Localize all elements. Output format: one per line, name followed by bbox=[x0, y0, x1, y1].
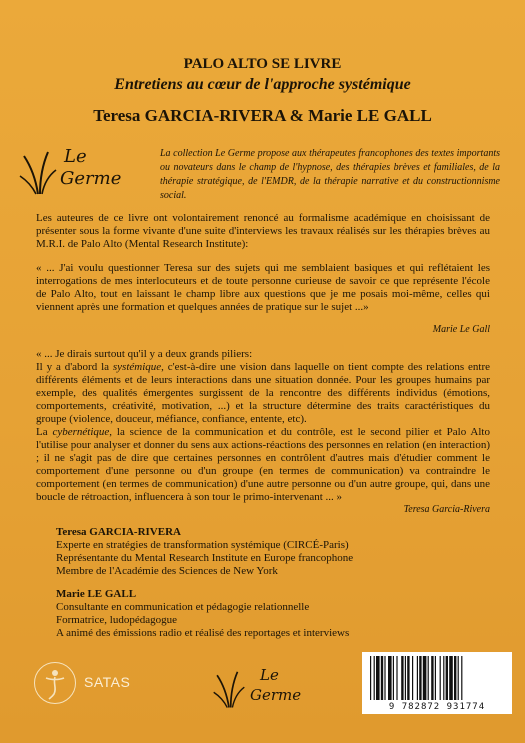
barcode-bar bbox=[449, 656, 453, 700]
barcode-bar bbox=[370, 656, 371, 700]
bio-teresa-name: Teresa GARCIA-RIVERA bbox=[56, 526, 181, 538]
isbn-barcode bbox=[362, 652, 512, 714]
book-authors: Teresa GARCIA-RIVERA & Marie LE GALL bbox=[93, 106, 432, 125]
bio-teresa bbox=[56, 526, 353, 578]
barcode-bar bbox=[374, 656, 375, 700]
bio-marie bbox=[56, 588, 349, 640]
barcode-bar bbox=[393, 656, 394, 700]
barcode-bar bbox=[396, 656, 397, 700]
barcode-bar bbox=[401, 656, 403, 700]
bio-marie-line: Formatrice, ludopédagogue bbox=[56, 614, 177, 626]
barcode-bar bbox=[461, 656, 462, 700]
bio-teresa-line: Membre de l'Académie des Sciences de New York bbox=[56, 565, 278, 577]
barcode-bars bbox=[368, 656, 506, 702]
barcode-bar bbox=[381, 656, 383, 700]
le-germe-logo-bottom bbox=[212, 666, 332, 712]
grass-icon bbox=[212, 666, 246, 710]
satas-logo bbox=[32, 660, 172, 710]
barcode-bar bbox=[388, 656, 392, 700]
logo-word-germe: Germe bbox=[60, 168, 122, 189]
barcode-bar bbox=[412, 656, 413, 700]
pillar-systemique: Il y a d'abord la systémique, c'est-à-dire une vision dans laquelle on tient compte des relations entre différents éléments et de leurs interactions dans une situation donnée. Pour les groupes humains par exemple, des qualités émergentes surgissent de la rencontre des différents individus (émotions, comportements, créativité, motivation, ...) et la structure détermine des traits caractéristiques du groupe (violence, douceur, méfiance, confiance, entente, etc). bbox=[36, 361, 490, 425]
barcode-bar bbox=[428, 656, 429, 700]
barcode-bar bbox=[458, 656, 459, 700]
book-subtitle: Entretiens au cœur de l'approche systémique bbox=[114, 76, 411, 93]
bio-marie-line: A animé des émissions radio et réalisé des reportages et interviews bbox=[56, 627, 350, 639]
signature-marie: Marie Le Gall bbox=[432, 324, 490, 335]
barcode-bar bbox=[423, 656, 427, 700]
logo-word-germe: Germe bbox=[250, 686, 302, 704]
barcode-number: 9 782872 931774 bbox=[388, 702, 486, 712]
figure-icon bbox=[32, 660, 78, 706]
bio-marie-line: Consultante en communication et pédagogie relationnelle bbox=[56, 601, 310, 613]
book-title: PALO ALTO SE LIVRE bbox=[183, 56, 342, 72]
barcode-bar bbox=[435, 656, 436, 700]
bio-marie-name: Marie LE GALL bbox=[56, 588, 137, 600]
barcode-bar bbox=[443, 656, 444, 700]
barcode-bar bbox=[407, 656, 409, 700]
barcode-bar bbox=[419, 656, 421, 700]
barcode-bar bbox=[384, 656, 385, 700]
signature-teresa: Teresa Garcia-Rivera bbox=[403, 504, 490, 515]
barcode-bar bbox=[446, 656, 448, 700]
bio-teresa-line: Représentante du Mental Research Institute en Europe francophone bbox=[56, 552, 354, 564]
logo-word-le: Le bbox=[260, 666, 279, 684]
barcode-bar bbox=[431, 656, 433, 700]
collection-description: La collection Le Germe propose aux thérapeutes francophones des textes importants ou novateurs dans le champ de l'hypnose, des thérapies brèves et familiales, de la thérapie stratégique, de l'EMDR, de la thérapie narrative et du constructionnisme social. bbox=[160, 148, 500, 201]
bio-teresa-line: Experte en stratégies de transformation systémique (CIRCÉ-Paris) bbox=[56, 539, 349, 551]
barcode-bar bbox=[376, 656, 380, 700]
quote-teresa-intro: « ... Je dirais surtout qu'il y a deux grands piliers: bbox=[36, 348, 253, 360]
grass-icon bbox=[18, 146, 58, 196]
barcode-bar bbox=[440, 656, 441, 700]
quote-marie: « ... J'ai voulu questionner Teresa sur des sujets qui me semblaient basiques et qui reflétaient les interrogations de mes interlocuteurs et de toute personne curieuse de savoir ce que représente l'école de Palo Alto, tout en laissant le champ libre aux questions que je me posais moi-même, celles qui viennent après une formation et quelques années de pratique sur le sujet ...» bbox=[36, 262, 490, 313]
le-germe-logo bbox=[18, 146, 158, 196]
barcode-bar bbox=[454, 656, 456, 700]
satas-name: SATAS bbox=[84, 674, 131, 690]
intro-paragraph: Les auteures de ce livre ont volontairement renoncé au formalisme académique en choisissant de présenter sous la forme vivante d'une suite d'interviews les travaux réalisés sur les thérapies brèves au M.R.I. de Palo Alto (Mental Research Institute): bbox=[36, 212, 490, 250]
barcode-bar bbox=[417, 656, 418, 700]
barcode-bar bbox=[405, 656, 406, 700]
quote-teresa bbox=[36, 348, 490, 504]
pillar-cybernetique: La cybernétique, la science de la communication et du contrôle, est le second pilier et Palo Alto l'utilise pour analyser et donner du sens aux actions-réactions des personnes en relation (en interaction) ; il ne s'agit pas de dire que certaines personnes en contrôlent d'autres mais d'étudier comment le comportement d'une personne ou d'un groupe (en termes de communication) va contraindre le comportement (en termes de communication) d'une autre personne ou d'un autre groupe, qui, dans une boucle de rétroaction, influencera à son tour le primo-intervenant ... » bbox=[36, 426, 490, 503]
logo-word-le: Le bbox=[64, 146, 87, 167]
